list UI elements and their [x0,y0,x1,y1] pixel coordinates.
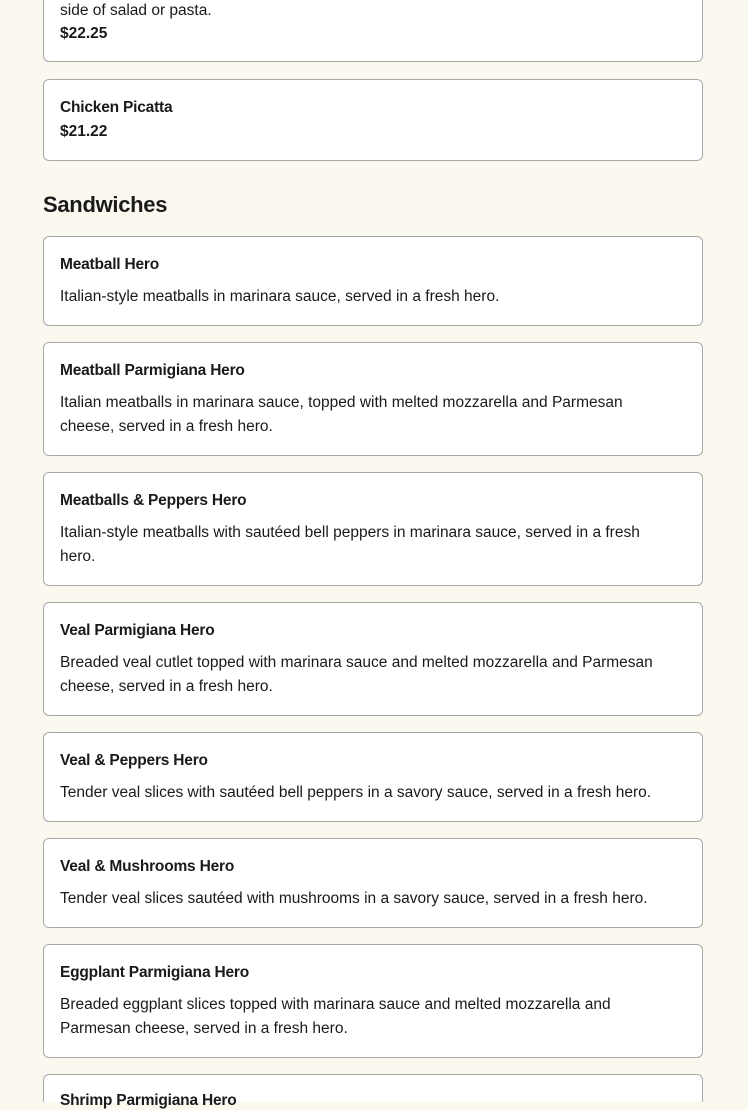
item-description: Breaded eggplant slices topped with marinara sauce and melted mozzarella and Parmesan cheese, served in a fresh hero. [60,996,611,1037]
item-description: Tender veal slices with sautéed bell peppers in a savory sauce, served in a fresh hero. [60,784,652,801]
menu-item-card[interactable] [43,0,703,62]
menu-item-card[interactable] [43,944,703,1058]
item-name: Veal & Mushrooms Hero [60,858,235,875]
menu-item-card[interactable] [43,342,703,456]
item-name: Meatballs & Peppers Hero [60,492,247,509]
item-name: Meatball Hero [60,256,160,273]
menu-item-card[interactable] [43,472,703,586]
section-title-sandwiches: Sandwiches [43,192,168,217]
item-name: Eggplant Parmigiana Hero [60,964,249,981]
item-name: Veal Parmigiana Hero [60,622,215,639]
item-price: $22.25 [60,25,108,42]
menu-item-card[interactable] [43,236,703,326]
item-description: Breaded veal cutlet topped with marinara sauce and melted mozzarella and Parmesan cheese, served in a fresh hero. [60,654,653,695]
item-description: Italian meatballs in marinara sauce, topped with melted mozzarella and Parmesan cheese, served in a fresh hero. [60,394,623,435]
item-description: side of salad or pasta. [60,2,212,19]
item-price: $21.22 [60,123,108,140]
menu-item-card[interactable] [43,79,703,161]
item-name: Meatball Parmigiana Hero [60,362,245,379]
item-description: Italian-style meatballs with sautéed bell peppers in marinara sauce, served in a fresh hero. [60,524,640,565]
item-name: Shrimp Parmigiana Hero [60,1092,237,1109]
menu-item-card[interactable] [43,838,703,928]
item-name: Veal & Peppers Hero [60,752,208,769]
menu-item-card[interactable] [43,602,703,716]
menu-item-card[interactable] [43,732,703,822]
menu-item-card[interactable] [43,1074,703,1109]
item-description: Italian-style meatballs in marinara sauce, served in a fresh hero. [60,288,500,305]
item-description: Tender veal slices sautéed with mushrooms in a savory sauce, served in a fresh hero. [60,890,648,907]
item-name: Chicken Picatta [60,99,173,116]
